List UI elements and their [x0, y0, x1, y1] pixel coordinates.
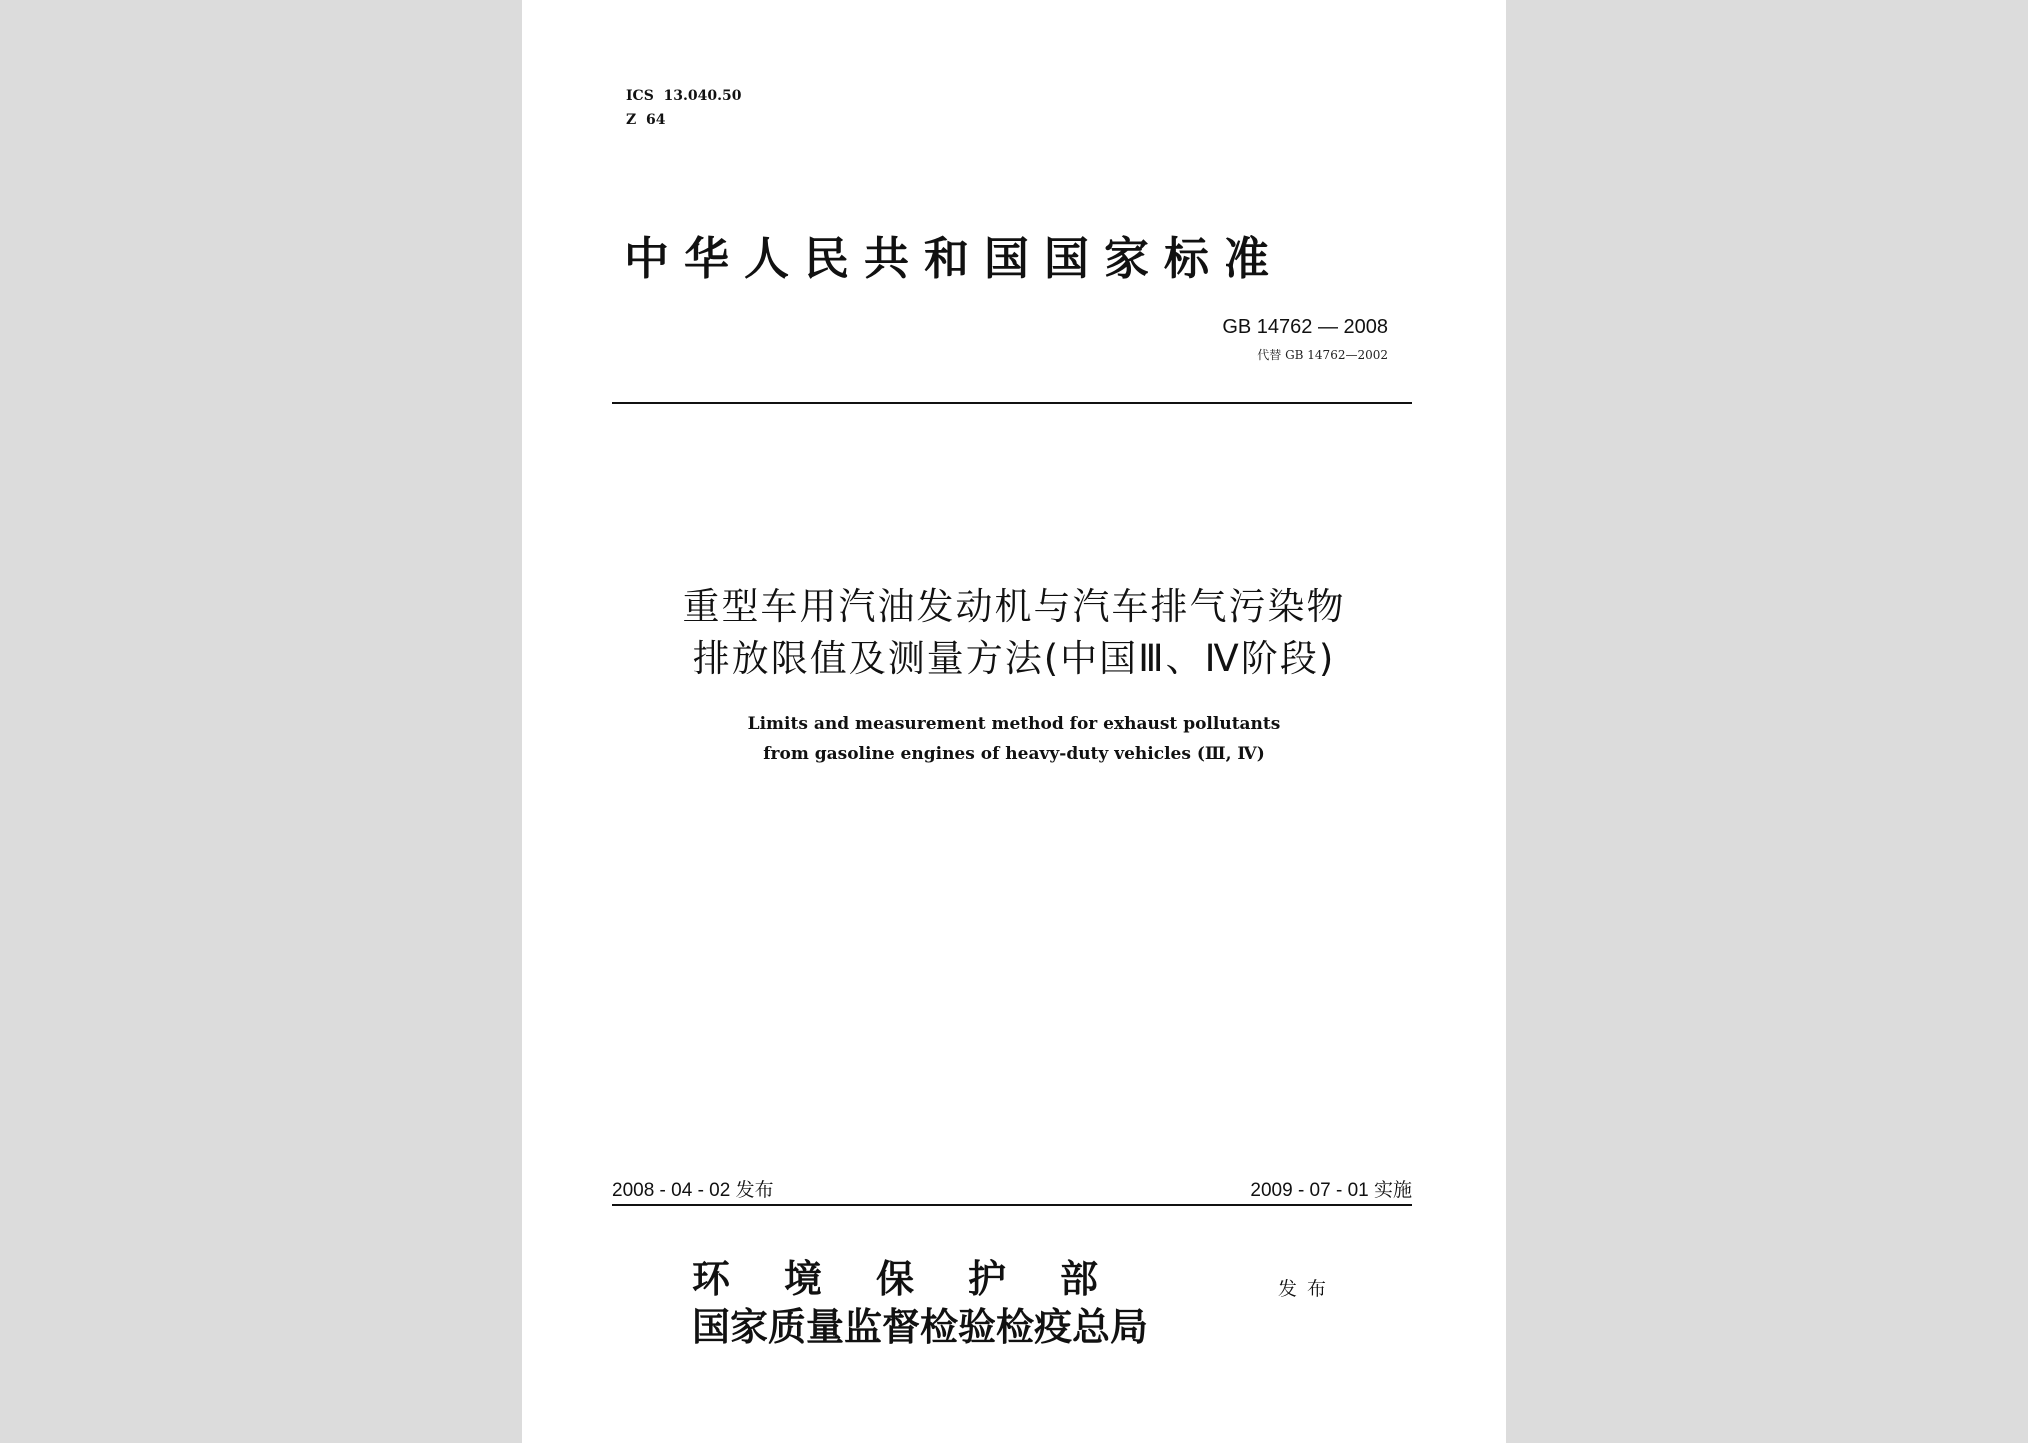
- replaces-standard: 代替 GB 14762—2002: [1257, 348, 1388, 362]
- implementation-date: 2009 - 07 - 01 实施: [1250, 1180, 1412, 1201]
- publisher-ministry-environment: 环境保护部: [692, 1256, 1153, 1301]
- bottom-divider: [612, 1204, 1412, 1206]
- top-divider: [612, 402, 1412, 404]
- publish-label: 发布: [1278, 1278, 1337, 1300]
- english-title-line-1: Limits and measurement method for exhaust pollutants: [747, 714, 1281, 734]
- document-page: [522, 0, 1506, 1443]
- english-title-line-2: from gasoline engines of heavy-duty vehicles (Ⅲ, Ⅳ): [763, 744, 1265, 764]
- publisher-aqsiq: 国家质量监督检验检疫总局: [692, 1304, 1149, 1349]
- chinese-title-line-2: 排放限值及测量方法(中国Ⅲ、Ⅳ阶段): [692, 637, 1336, 680]
- ics-code: ICS 13.040.50: [626, 88, 742, 104]
- classification-code: Z 64: [626, 112, 666, 128]
- standard-number: GB 14762 — 2008: [1222, 316, 1388, 338]
- national-standard-title: 中华人民共和国国家标准: [624, 232, 1285, 285]
- issue-date: 2008 - 04 - 02 发布: [612, 1180, 774, 1201]
- chinese-title-line-1: 重型车用汽油发动机与汽车排气污染物: [682, 585, 1346, 628]
